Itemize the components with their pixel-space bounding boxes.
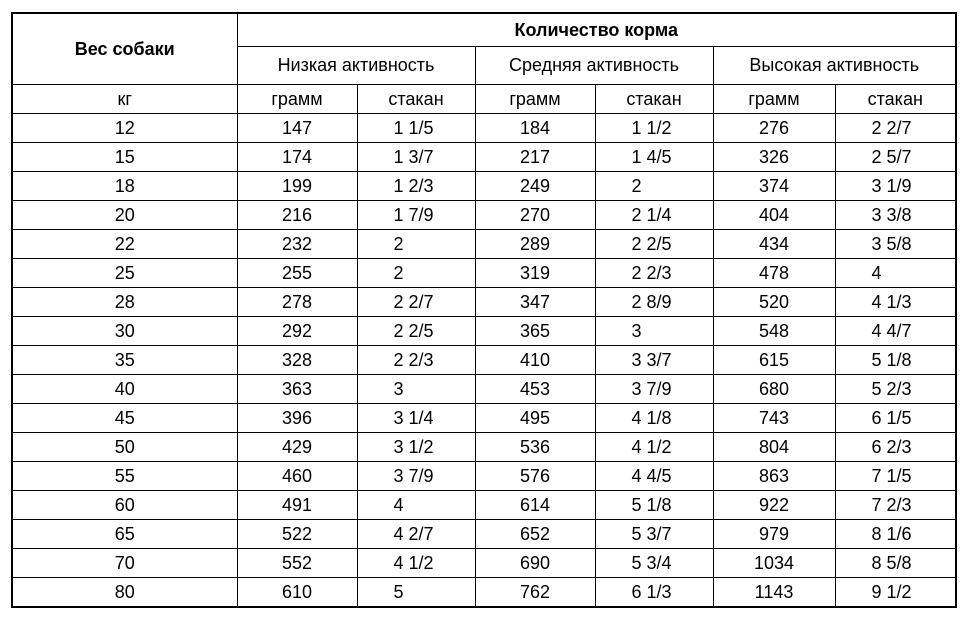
low-cup-cell: 1 1/5	[357, 114, 475, 143]
mid-gram-cell: 614	[475, 491, 595, 520]
table-row	[12, 491, 956, 520]
mid-gram-cell: 576	[475, 462, 595, 491]
mid-cup-cell: 2	[595, 172, 713, 201]
low-gram-cell: 147	[237, 114, 357, 143]
weight-cell: 35	[12, 346, 237, 375]
weight-cell: 45	[12, 404, 237, 433]
mid-gram-cell: 184	[475, 114, 595, 143]
low-gram-cell: 292	[237, 317, 357, 346]
low-gram-cell: 255	[237, 259, 357, 288]
low-cup-cell: 1 7/9	[357, 201, 475, 230]
mid-cup-cell: 3 3/7	[595, 346, 713, 375]
high-cup-cell: 2 5/7	[835, 143, 956, 172]
table-row	[12, 317, 956, 346]
weight-header: Вес собаки	[12, 13, 237, 85]
low-cup-cell: 4	[357, 491, 475, 520]
amount-header: Количество корма	[237, 13, 956, 47]
weight-cell: 25	[12, 259, 237, 288]
high-cup-cell: 6 1/5	[835, 404, 956, 433]
mid-cup-cell: 3 7/9	[595, 375, 713, 404]
low-cup-cell: 3	[357, 375, 475, 404]
low-gram-cell: 460	[237, 462, 357, 491]
high-gram-cell: 979	[713, 520, 835, 549]
high-gram-cell: 804	[713, 433, 835, 462]
mid-gram-cell: 270	[475, 201, 595, 230]
high-cup-cell: 2 2/7	[835, 114, 956, 143]
unit-cup-mid: стакан	[595, 85, 713, 114]
high-gram-cell: 743	[713, 404, 835, 433]
table-row	[12, 433, 956, 462]
table-body	[12, 114, 956, 608]
table-row	[12, 259, 956, 288]
high-gram-cell: 1143	[713, 578, 835, 608]
high-gram-cell: 520	[713, 288, 835, 317]
low-gram-cell: 216	[237, 201, 357, 230]
activity-header-mid: Средняя активность	[475, 47, 713, 85]
high-gram-cell: 548	[713, 317, 835, 346]
high-cup-cell: 3 1/9	[835, 172, 956, 201]
table-row	[12, 520, 956, 549]
high-gram-cell: 1034	[713, 549, 835, 578]
mid-cup-cell: 4 1/2	[595, 433, 713, 462]
high-cup-cell: 8 1/6	[835, 520, 956, 549]
table-row	[12, 404, 956, 433]
mid-cup-cell: 5 3/4	[595, 549, 713, 578]
high-gram-cell: 326	[713, 143, 835, 172]
activity-header-high: Высокая активность	[713, 47, 956, 85]
mid-gram-cell: 453	[475, 375, 595, 404]
weight-cell: 18	[12, 172, 237, 201]
mid-gram-cell: 410	[475, 346, 595, 375]
mid-cup-cell: 1 1/2	[595, 114, 713, 143]
high-gram-cell: 374	[713, 172, 835, 201]
high-cup-cell: 5 1/8	[835, 346, 956, 375]
high-gram-cell: 615	[713, 346, 835, 375]
mid-gram-cell: 319	[475, 259, 595, 288]
table-row	[12, 578, 956, 608]
low-gram-cell: 174	[237, 143, 357, 172]
mid-cup-cell: 2 2/5	[595, 230, 713, 259]
high-cup-cell: 7 1/5	[835, 462, 956, 491]
table-row	[12, 172, 956, 201]
low-cup-cell: 4 1/2	[357, 549, 475, 578]
unit-gram-high: грамм	[713, 85, 835, 114]
mid-gram-cell: 289	[475, 230, 595, 259]
mid-cup-cell: 4 1/8	[595, 404, 713, 433]
low-gram-cell: 396	[237, 404, 357, 433]
mid-cup-cell: 2 2/3	[595, 259, 713, 288]
mid-gram-cell: 495	[475, 404, 595, 433]
weight-cell: 60	[12, 491, 237, 520]
high-cup-cell: 3 3/8	[835, 201, 956, 230]
mid-cup-cell: 1 4/5	[595, 143, 713, 172]
high-cup-cell: 4	[835, 259, 956, 288]
weight-cell: 55	[12, 462, 237, 491]
high-cup-cell: 4 1/3	[835, 288, 956, 317]
mid-gram-cell: 690	[475, 549, 595, 578]
high-cup-cell: 3 5/8	[835, 230, 956, 259]
high-cup-cell: 6 2/3	[835, 433, 956, 462]
table-row	[12, 201, 956, 230]
mid-gram-cell: 365	[475, 317, 595, 346]
low-cup-cell: 5	[357, 578, 475, 608]
high-cup-cell: 9 1/2	[835, 578, 956, 608]
low-cup-cell: 3 7/9	[357, 462, 475, 491]
low-gram-cell: 363	[237, 375, 357, 404]
low-gram-cell: 610	[237, 578, 357, 608]
high-cup-cell: 7 2/3	[835, 491, 956, 520]
mid-cup-cell: 5 3/7	[595, 520, 713, 549]
low-cup-cell: 2 2/3	[357, 346, 475, 375]
mid-cup-cell: 4 4/5	[595, 462, 713, 491]
weight-cell: 30	[12, 317, 237, 346]
low-gram-cell: 232	[237, 230, 357, 259]
weight-cell: 22	[12, 230, 237, 259]
mid-cup-cell: 5 1/8	[595, 491, 713, 520]
low-cup-cell: 2 2/7	[357, 288, 475, 317]
mid-gram-cell: 249	[475, 172, 595, 201]
high-gram-cell: 434	[713, 230, 835, 259]
unit-cup-high: стакан	[835, 85, 956, 114]
mid-gram-cell: 347	[475, 288, 595, 317]
table-row	[12, 230, 956, 259]
unit-gram-low: грамм	[237, 85, 357, 114]
weight-cell: 12	[12, 114, 237, 143]
weight-cell: 80	[12, 578, 237, 608]
weight-cell: 50	[12, 433, 237, 462]
feeding-table	[11, 12, 957, 608]
table-row	[12, 375, 956, 404]
table-row	[12, 114, 956, 143]
low-cup-cell: 4 2/7	[357, 520, 475, 549]
mid-gram-cell: 652	[475, 520, 595, 549]
mid-gram-cell: 217	[475, 143, 595, 172]
table-row	[12, 549, 956, 578]
weight-cell: 28	[12, 288, 237, 317]
high-cup-cell: 8 5/8	[835, 549, 956, 578]
low-cup-cell: 1 3/7	[357, 143, 475, 172]
low-gram-cell: 328	[237, 346, 357, 375]
high-gram-cell: 478	[713, 259, 835, 288]
low-gram-cell: 522	[237, 520, 357, 549]
weight-cell: 15	[12, 143, 237, 172]
low-gram-cell: 199	[237, 172, 357, 201]
weight-cell: 20	[12, 201, 237, 230]
low-gram-cell: 429	[237, 433, 357, 462]
low-gram-cell: 278	[237, 288, 357, 317]
table-row	[12, 462, 956, 491]
mid-gram-cell: 536	[475, 433, 595, 462]
high-cup-cell: 5 2/3	[835, 375, 956, 404]
table-row	[12, 143, 956, 172]
activity-header-low: Низкая активность	[237, 47, 475, 85]
unit-kg: кг	[12, 85, 237, 114]
weight-cell: 40	[12, 375, 237, 404]
low-cup-cell: 2 2/5	[357, 317, 475, 346]
mid-cup-cell: 2 1/4	[595, 201, 713, 230]
high-gram-cell: 276	[713, 114, 835, 143]
weight-cell: 70	[12, 549, 237, 578]
unit-gram-mid: грамм	[475, 85, 595, 114]
high-gram-cell: 404	[713, 201, 835, 230]
mid-gram-cell: 762	[475, 578, 595, 608]
low-cup-cell: 2	[357, 230, 475, 259]
mid-cup-cell: 2 8/9	[595, 288, 713, 317]
table-row	[12, 346, 956, 375]
mid-cup-cell: 3	[595, 317, 713, 346]
high-cup-cell: 4 4/7	[835, 317, 956, 346]
high-gram-cell: 680	[713, 375, 835, 404]
unit-cup-low: стакан	[357, 85, 475, 114]
low-gram-cell: 552	[237, 549, 357, 578]
low-cup-cell: 3 1/2	[357, 433, 475, 462]
weight-cell: 65	[12, 520, 237, 549]
low-gram-cell: 491	[237, 491, 357, 520]
low-cup-cell: 1 2/3	[357, 172, 475, 201]
high-gram-cell: 863	[713, 462, 835, 491]
low-cup-cell: 2	[357, 259, 475, 288]
low-cup-cell: 3 1/4	[357, 404, 475, 433]
table-row	[12, 288, 956, 317]
mid-cup-cell: 6 1/3	[595, 578, 713, 608]
high-gram-cell: 922	[713, 491, 835, 520]
